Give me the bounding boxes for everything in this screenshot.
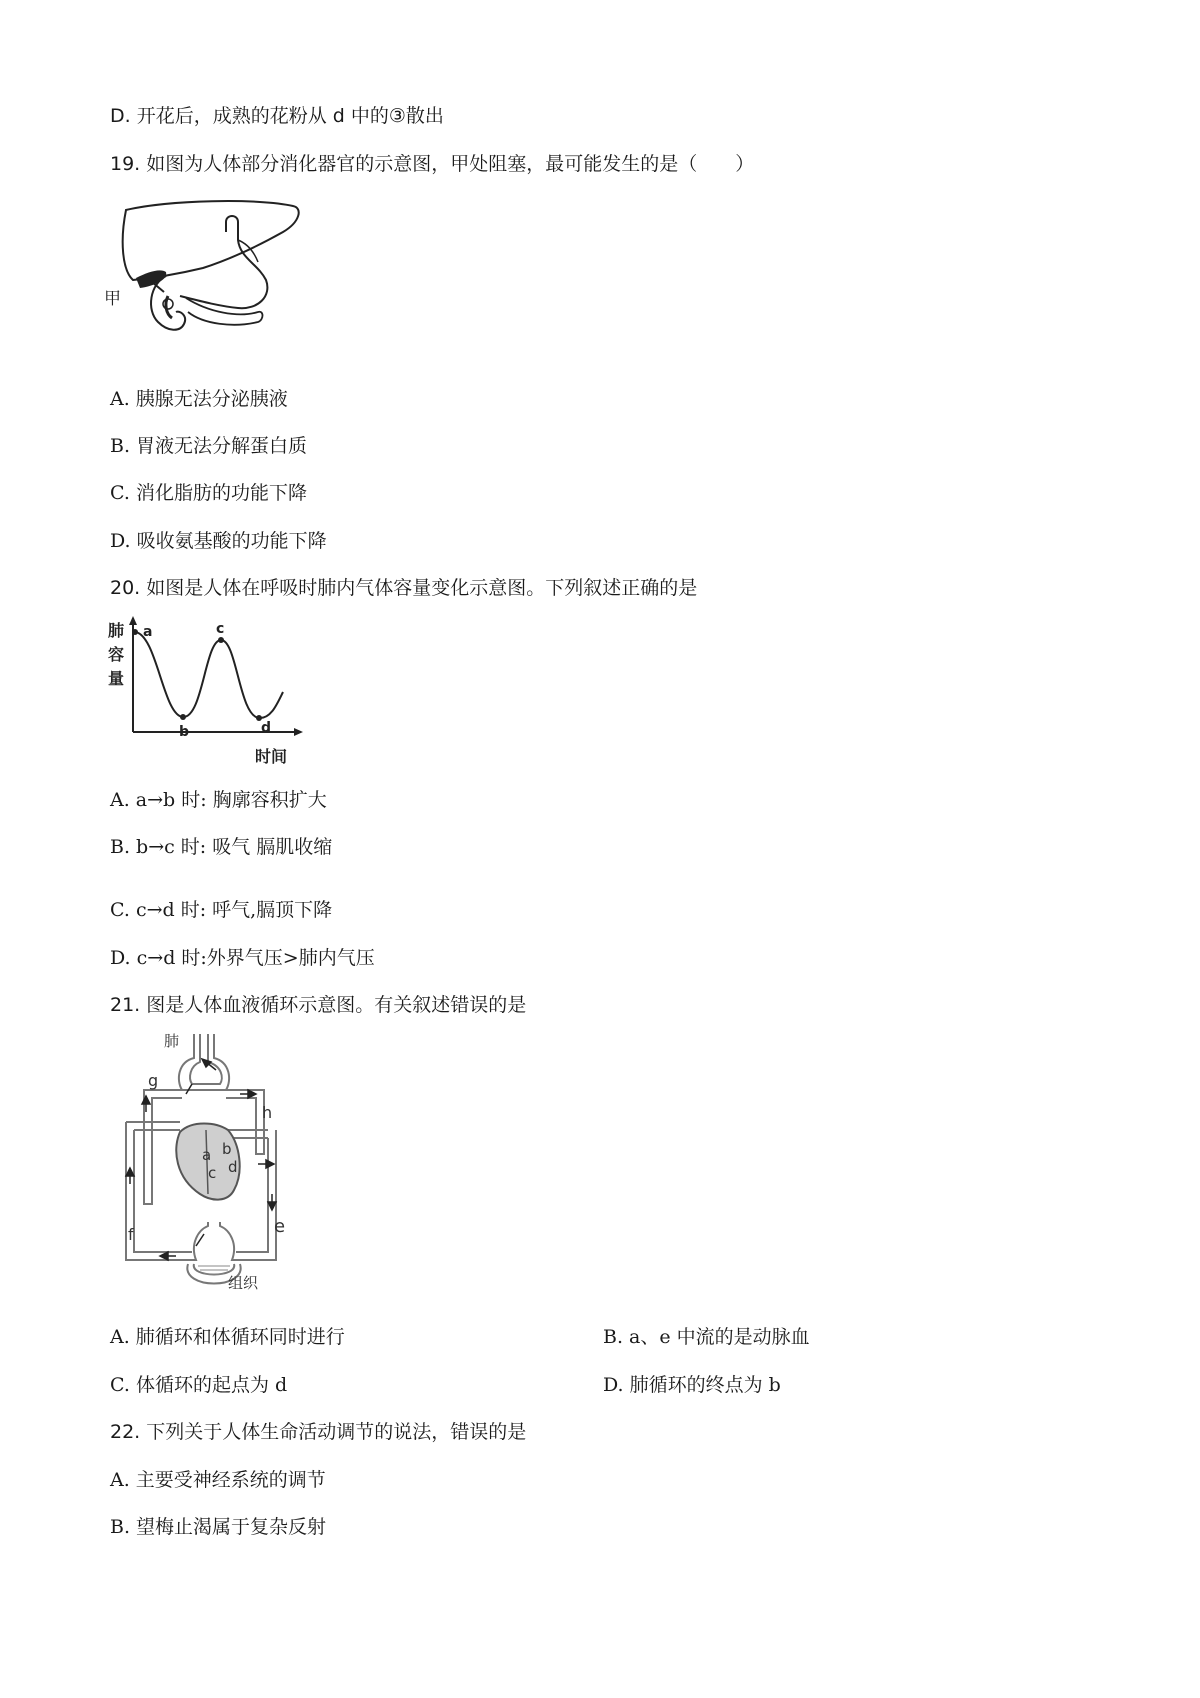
q19-option-d: D. 吸收氨基酸的功能下降 <box>110 530 327 552</box>
q20-option-d: D. c→d 时:外界气压>肺内气压 <box>110 947 375 969</box>
q20-stem: 20. 如图是人体在呼吸时肺内气体容量变化示意图。下列叙述正确的是 <box>110 577 698 599</box>
q19-option-a: A. 胰腺无法分泌胰液 <box>110 388 288 410</box>
q21-stem: 21. 图是人体血液循环示意图。有关叙述错误的是 <box>110 994 527 1016</box>
q21-letter-d: d <box>228 1158 238 1176</box>
q21-label-tissue: 组织 <box>228 1274 259 1292</box>
q19-stem: 19. 如图为人体部分消化器官的示意图，甲处阻塞，最可能发生的是（ ） <box>110 153 755 175</box>
q19-digestive-figure <box>104 200 308 350</box>
q21-option-c: C. 体循环的起点为 d <box>110 1374 288 1396</box>
q20-point-b: b <box>179 724 190 740</box>
q20-point-c: c <box>216 621 225 637</box>
q20-option-a: A. a→b 时: 胸廓容积扩大 <box>110 789 327 811</box>
q22-option-b: B. 望梅止渴属于复杂反射 <box>110 1516 327 1538</box>
q21-letter-e: e <box>274 1216 286 1237</box>
q20-ylabel-1: 肺 <box>108 621 125 640</box>
q21-letter-g: g <box>148 1071 159 1090</box>
q21-option-a: A. 肺循环和体循环同时进行 <box>110 1326 345 1348</box>
q21-letter-f: f <box>128 1225 134 1244</box>
q21-letter-h: h <box>262 1103 273 1122</box>
q22-option-a: A. 主要受神经系统的调节 <box>110 1469 326 1491</box>
q22-stem: 22. 下列关于人体生命活动调节的说法，错误的是 <box>110 1421 527 1443</box>
q19-label-jia: 甲 <box>104 289 121 309</box>
q20-lung-volume-figure <box>105 616 305 768</box>
q21-letter-a: a <box>202 1146 212 1164</box>
q18-option-d: D. 开花后，成熟的花粉从 d 中的③散出 <box>110 105 444 127</box>
q20-option-c: C. c→d 时: 呼气,膈顶下降 <box>110 899 333 921</box>
q19-option-b: B. 胃液无法分解蛋白质 <box>110 435 308 457</box>
q21-circulation-figure <box>116 1034 296 1290</box>
q20-point-a: a <box>143 624 153 640</box>
q21-option-b: B. a、e 中流的是动脉血 <box>603 1326 810 1348</box>
q20-option-b: B. b→c 时: 吸气 膈肌收缩 <box>110 836 333 858</box>
q21-option-d: D. 肺循环的终点为 b <box>603 1374 781 1396</box>
q19-option-c: C. 消化脂肪的功能下降 <box>110 482 307 504</box>
q20-ylabel-3: 量 <box>108 669 125 688</box>
q20-xlabel: 时间 <box>255 747 288 766</box>
q21-label-lung: 肺 <box>164 1032 180 1050</box>
q20-point-d: d <box>261 720 272 736</box>
q20-ylabel-2: 容 <box>108 645 125 664</box>
q21-letter-b: b <box>222 1140 232 1158</box>
q21-letter-c: c <box>208 1164 217 1182</box>
